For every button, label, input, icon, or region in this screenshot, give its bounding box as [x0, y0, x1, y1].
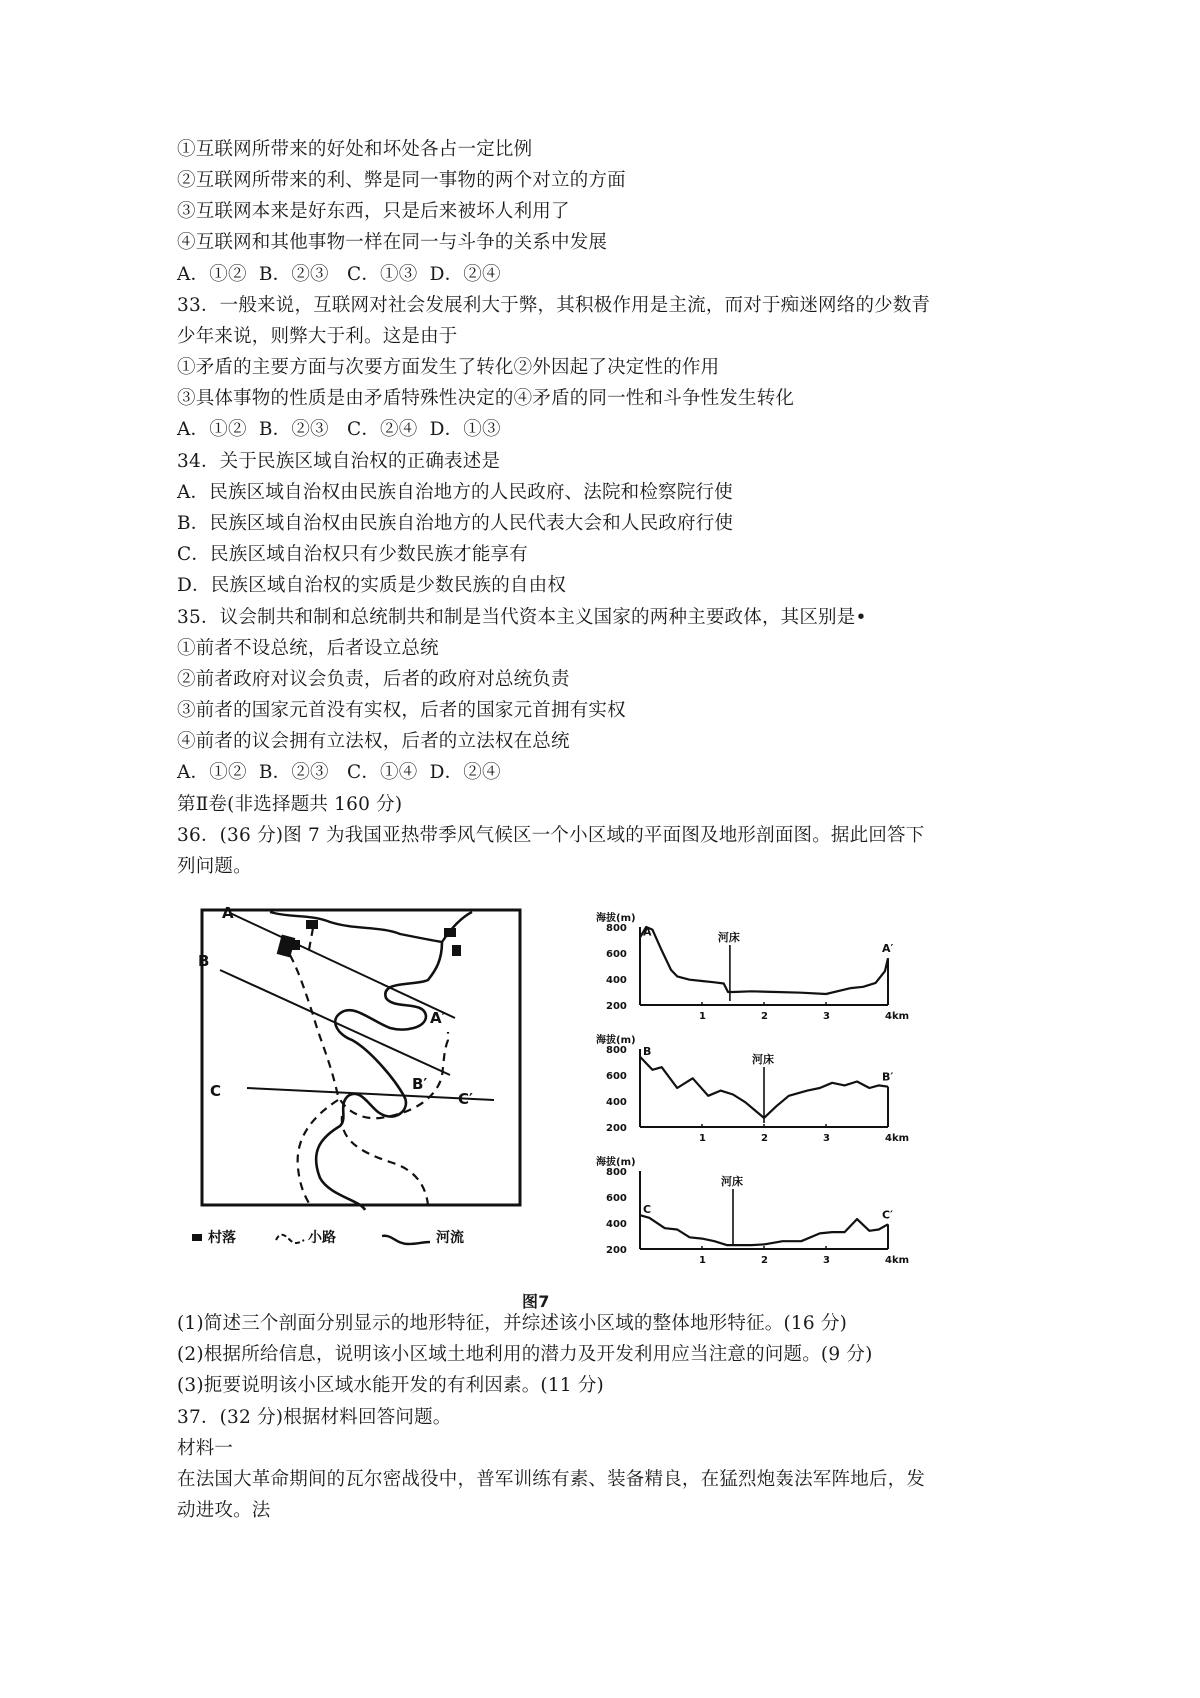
q35-option-4: ④前者的议会拥有立法权，后者的立法权在总统	[177, 731, 570, 752]
profile-1-riverbed-label: 河床	[717, 931, 740, 944]
profile-2-end-label: B′	[882, 1070, 894, 1084]
profile-3-riverbed-label: 河床	[721, 1175, 743, 1188]
q35-option-1: ①前者不设总统，后者设立总统	[177, 638, 439, 659]
q33-stem-line-2: 少年来说，则弊大于利。这是由于	[177, 326, 458, 347]
q32-option-2: ②互联网所带来的利、弊是同一事物的两个对立的方面	[177, 170, 626, 191]
profile-2-xtick-label: 4km	[885, 1133, 910, 1144]
q33-options-line-2: ③具体事物的性质是由矛盾特殊性决定的④矛盾的同一性和斗争性发生转化	[177, 388, 795, 409]
map-village	[306, 920, 318, 929]
map-label-a: A	[222, 904, 234, 922]
profile-3-end-label: C′	[882, 1208, 893, 1222]
profile-1-end-label: A′	[882, 942, 894, 956]
q34-option-a: A．民族区域自治权由民族自治地方的人民政府、法院和检察院行使	[177, 482, 733, 503]
q37-stem: 37．(32 分)根据材料回答问题。	[177, 1407, 452, 1428]
profile-1-ytick-label: 800	[606, 923, 627, 934]
profile-1-xtick-label: 3	[823, 1011, 830, 1022]
section-line-b	[220, 970, 450, 1075]
q32-option-3: ③互联网本来是好东西，只是后来被坏人利用了	[177, 201, 570, 222]
map-river-upper-bank	[270, 912, 472, 942]
profile-1-ylabel: 海拔(m)	[596, 913, 636, 924]
q36-stem-line-2: 列问题。	[177, 856, 252, 877]
q34-option-d: D．民族区域自治权的实质是少数民族的自由权	[177, 575, 567, 596]
profile-3-xtick-label: 4km	[885, 1255, 910, 1266]
q32-option-1: ①互联网所带来的好处和坏处各占一定比例	[177, 139, 533, 160]
q34-option-c: C．民族区域自治权只有少数民族才能享有	[177, 544, 528, 565]
profile-2-xtick-label: 2	[761, 1133, 768, 1144]
profile-3-start-label: C	[643, 1203, 652, 1217]
material-1-title: 材料一	[177, 1438, 234, 1459]
q36-sub-1: (1)简述三个剖面分别显示的地形特征，并综述该小区域的整体地形特征。(16 分)	[177, 1313, 848, 1334]
profile-2-riverbed-label: 河床	[752, 1053, 774, 1066]
profile-3-xtick-label: 2	[761, 1255, 768, 1266]
profile-3-ytick-label: 600	[606, 1193, 627, 1204]
map-label-b-prime: B′	[412, 1075, 428, 1093]
profile-1-elevation-line	[640, 927, 888, 994]
profile-2-xtick-label: 1	[699, 1133, 706, 1144]
profile-2-ytick-label: 800	[606, 1045, 627, 1056]
profile-3-ytick-label: 800	[606, 1167, 627, 1178]
q36-sub-2: (2)根据所给信息，说明该小区域土地利用的潜力及开发利用应当注意的问题。(9 分)	[177, 1344, 873, 1365]
legend-village-label: 村落	[208, 1230, 236, 1246]
legend-path-label: 小路	[308, 1230, 336, 1246]
legend-village-icon	[192, 1234, 202, 1241]
q33-choices: A．①② B．②③ C．②④ D．①③	[177, 419, 501, 440]
q33-options-line-1: ①矛盾的主要方面与次要方面发生了转化②外因起了决定性的作用	[177, 357, 720, 378]
profile-3-ylabel: 海拔(m)	[596, 1157, 636, 1168]
q34-stem: 34．关于民族区域自治权的正确表述是	[177, 451, 501, 472]
profile-1-ytick-label: 400	[606, 975, 627, 986]
profile-2-xtick-label: 3	[823, 1133, 830, 1144]
profile-2-ylabel: 海拔(m)	[596, 1035, 636, 1046]
profile-2-ytick-label: 200	[606, 1123, 627, 1134]
profile-3-ytick-label: 400	[606, 1219, 627, 1230]
profile-1-xtick-label: 2	[761, 1011, 768, 1022]
q32-choices: A．①② B．②③ C．①③ D．②④	[177, 264, 501, 285]
section-line-a	[230, 913, 455, 1018]
q32-option-4: ④互联网和其他事物一样在同一与斗争的关系中发展	[177, 232, 608, 253]
q35-option-2: ②前者政府对议会负责，后者的政府对总统负责	[177, 669, 570, 690]
map-label-a-prime: A′	[430, 1009, 446, 1027]
material-1-line-2: 动进攻。法	[177, 1500, 271, 1521]
section-2-title: 第Ⅱ卷(非选择题共 160 分)	[177, 794, 403, 815]
legend-river-icon	[382, 1236, 430, 1244]
map-village	[452, 945, 461, 956]
profile-2-ytick-label: 400	[606, 1097, 627, 1108]
map-label-c: C	[210, 1082, 222, 1100]
profile-1-xtick-label: 4km	[885, 1011, 910, 1022]
map-frame	[202, 910, 520, 1205]
profile-2-ytick-label: 600	[606, 1071, 627, 1082]
section-line-c	[247, 1088, 494, 1100]
terrain-profiles	[590, 905, 930, 1275]
q36-stem-line-1: 36．(36 分)图 7 为我国亚热带季风气候区一个小区域的平面图及地形剖面图。据此回答下	[177, 825, 925, 846]
profile-3-xtick-label: 3	[823, 1255, 830, 1266]
map-label-c-prime: C′	[458, 1090, 473, 1108]
q34-option-b: B．民族区域自治权由民族自治地方的人民代表大会和人民政府行使	[177, 513, 734, 534]
legend-path-icon	[276, 1235, 304, 1243]
figure-caption: 图7	[522, 1292, 550, 1311]
profile-3-xtick-label: 1	[699, 1255, 706, 1266]
map-path-southeast	[342, 1116, 428, 1205]
q35-stem: 35．议会制共和制和总统制共和制是当代资本主义国家的两种主要政体，其区别是•	[177, 607, 867, 628]
q35-option-3: ③前者的国家元首没有实权，后者的国家元首拥有实权	[177, 700, 626, 721]
map-village	[444, 928, 456, 937]
profile-1-ytick-label: 200	[606, 1001, 627, 1012]
q36-sub-3: (3)扼要说明该小区域水能开发的有利因素。(11 分)	[177, 1375, 604, 1396]
map-label-b: B	[198, 952, 210, 970]
profile-3-elevation-line	[640, 1215, 888, 1245]
q35-choices: A．①② B．②③ C．①④ D．②④	[177, 762, 501, 783]
profile-2-start-label: B	[643, 1044, 652, 1058]
q33-stem-line-1: 33．一般来说，互联网对社会发展利大于弊，其积极作用是主流，而对于痴迷网络的少数青	[177, 295, 931, 316]
profile-1-ytick-label: 600	[606, 949, 627, 960]
legend-river-label: 河流	[436, 1230, 464, 1246]
plan-map	[180, 900, 550, 1260]
profile-3-ytick-label: 200	[606, 1245, 627, 1256]
material-1-line-1: 在法国大革命期间的瓦尔密战役中，普军训练有素、装备精良，在猛烈炮轰法军阵地后，发	[177, 1469, 926, 1490]
profile-1-xtick-label: 1	[699, 1011, 706, 1022]
profile-1-start-label: A	[643, 925, 652, 939]
